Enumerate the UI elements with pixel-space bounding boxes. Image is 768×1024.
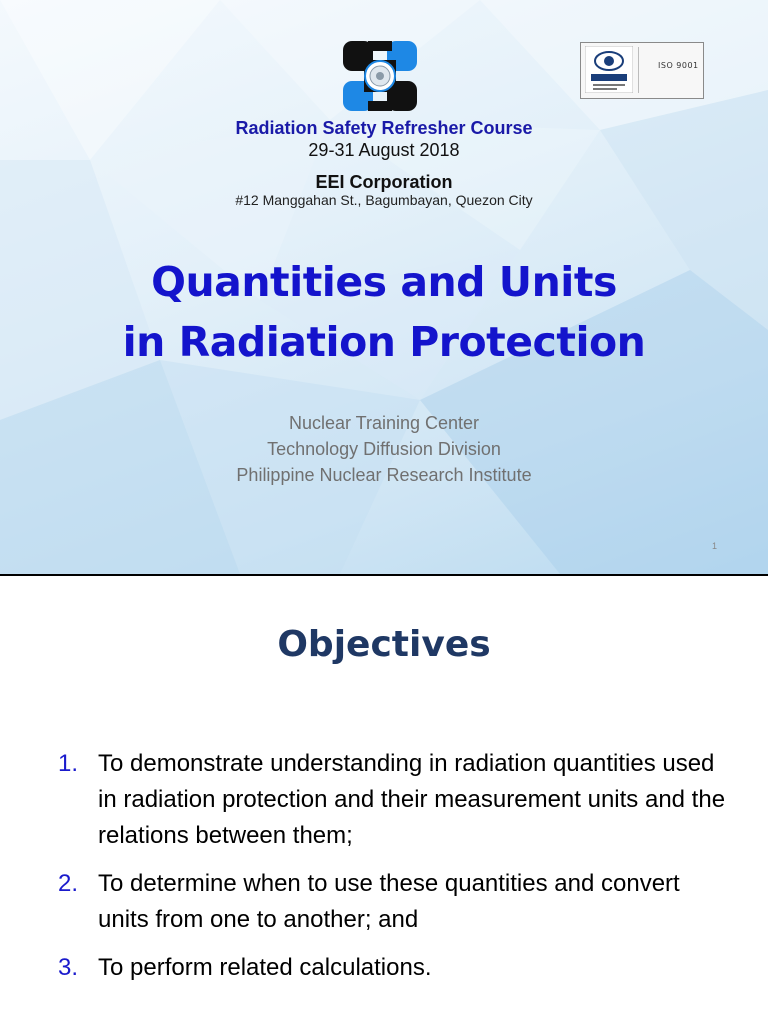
pnri-logo-icon: [340, 38, 420, 114]
org-line-3: Philippine Nuclear Research Institute: [236, 465, 532, 485]
iso-certification-badge: [580, 42, 704, 99]
presentation-title: [0, 252, 768, 372]
objectives-list: [48, 746, 728, 998]
venue-name: EEI Corporation: [315, 172, 453, 192]
iso-standard-label: ISO 9001: [658, 61, 699, 70]
organization-block: [0, 410, 768, 488]
list-item-number: 3.: [58, 954, 79, 981]
socotec-logo-icon: [585, 46, 633, 93]
list-item-number: 2.: [58, 870, 79, 897]
org-line-1: Nuclear Training Center: [288, 413, 480, 433]
list-item: [48, 950, 728, 986]
course-dates: 29-31 August 2018: [308, 140, 460, 160]
objectives-slide: [0, 576, 768, 1024]
badge-divider: [638, 47, 639, 93]
list-item-text: To determine when to use these quantities and convert units from one to another; and: [98, 870, 680, 933]
list-item: [48, 746, 728, 854]
objectives-title: Objectives: [277, 624, 491, 665]
slide-number: 1: [712, 541, 718, 551]
title-line-1: Quantities and Units: [151, 258, 617, 306]
list-item-number: 1.: [58, 750, 79, 777]
venue-address: #12 Manggahan St., Bagumbayan, Quezon City: [235, 192, 533, 208]
list-item: [48, 866, 728, 938]
list-item-text: To demonstrate understanding in radiation quantities used in radiation protection and their measurement units and the relations between them;: [98, 750, 726, 849]
list-item-text: To perform related calculations.: [98, 954, 432, 981]
title-line-2: in Radiation Protection: [122, 318, 646, 366]
course-title: Radiation Safety Refresher Course: [235, 118, 533, 138]
org-line-2: Technology Diffusion Division: [267, 439, 501, 459]
